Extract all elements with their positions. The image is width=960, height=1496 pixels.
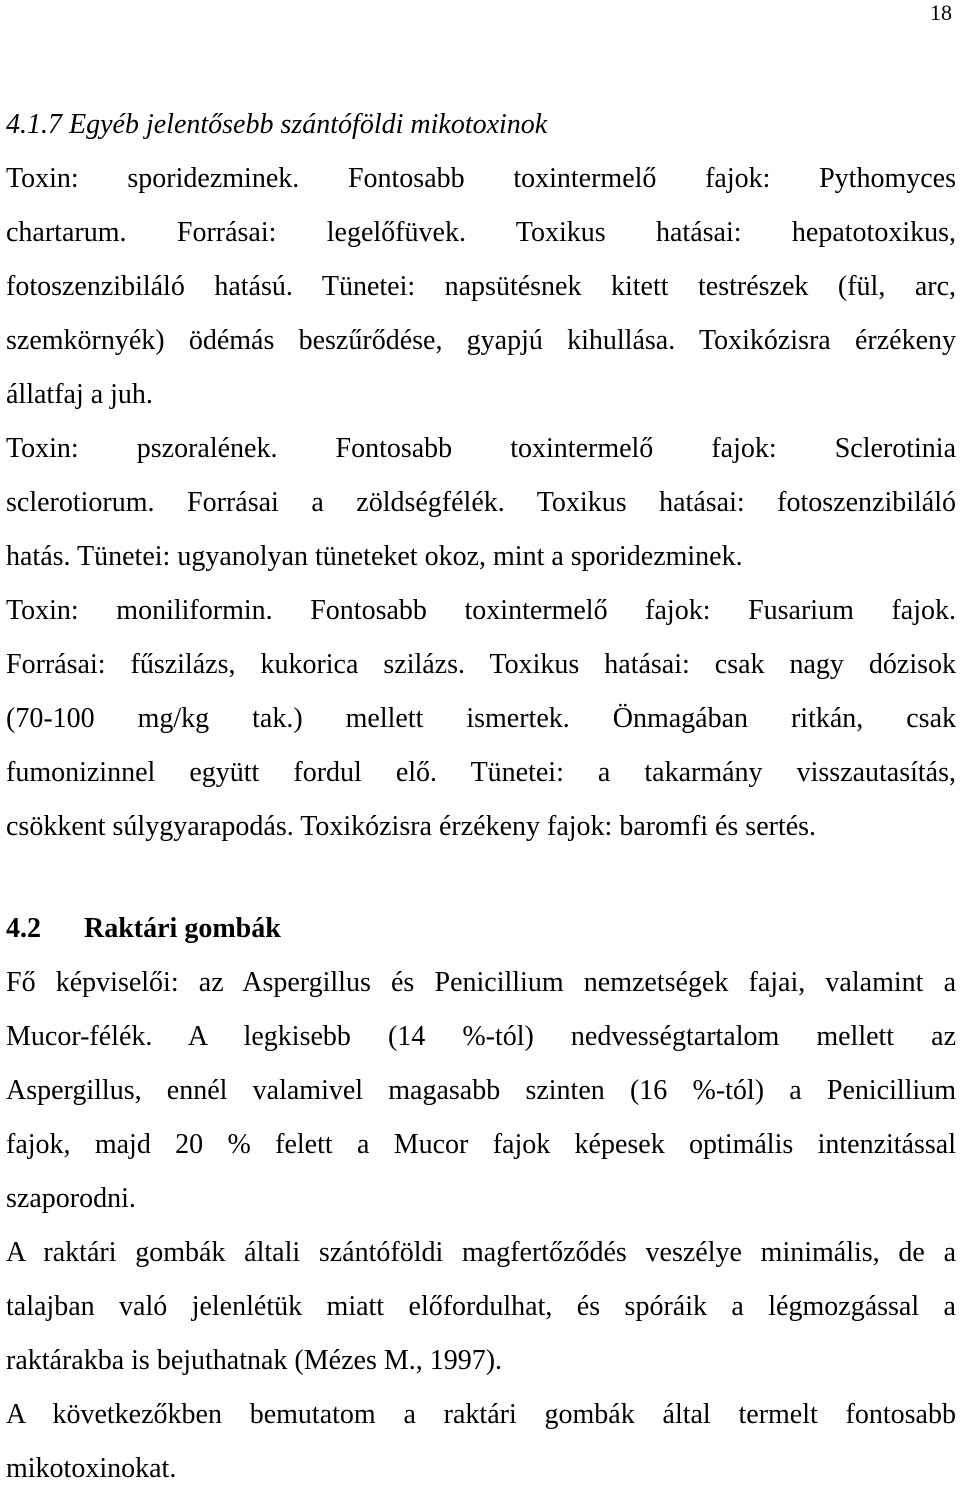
paragraph — [6, 152, 956, 422]
paragraph — [6, 956, 956, 1226]
text-line: fumonizinnel együtt fordul elő. Tünetei: a takarmány visszautasítás, — [6, 757, 956, 788]
text-line: állatfaj a juh. — [6, 379, 153, 410]
text-line: Forrásai: fűszilázs, kukorica szilázs. Toxikus hatásai: csak nagy dózisok — [6, 649, 956, 680]
section-heading — [6, 902, 956, 956]
text-line: szaporodni. — [6, 1183, 136, 1214]
text-line: talajban való jelenlétük miatt előfordulhat, és spóráik a légmozgással a — [6, 1291, 956, 1322]
text-line: sclerotiorum. Forrásai a zöldségfélék. Toxikus hatásai: fotoszenzibiláló — [6, 487, 956, 518]
paragraph — [6, 584, 956, 854]
text-line: mikotoxinokat. — [6, 1453, 177, 1484]
page-content — [6, 98, 956, 1496]
text-line: A következőkben bemutatom a raktári gombák által termelt fontosabb — [6, 1399, 956, 1430]
page-number: 18 — [930, 0, 952, 25]
section-title: Raktári gombák — [84, 913, 281, 944]
text-line: Toxin: pszoralének. Fontosabb toxintermelő fajok: Sclerotinia — [6, 433, 956, 464]
body-paragraphs — [6, 956, 956, 1496]
text-line: csökkent súlygyarapodás. Toxikózisra érzékeny fajok: baromfi és sertés. — [6, 811, 817, 842]
text-line: Fő képviselői: az Aspergillus és Penicillium nemzetségek fajai, valamint a — [6, 967, 956, 998]
text-line: fajok, majd 20 % felett a Mucor fajok képesek optimális intenzitással — [6, 1129, 956, 1160]
text-line: Mucor-félék. A legkisebb (14 %-tól) nedvességtartalom mellett az — [6, 1021, 956, 1052]
text-line: fotoszenzibiláló hatású. Tünetei: napsütésnek kitett testrészek (fül, arc, — [6, 271, 956, 302]
paragraph — [6, 1388, 956, 1496]
text-line: Toxin: sporidezminek. Fontosabb toxintermelő fajok: Pythomyces — [6, 163, 956, 194]
paragraph — [6, 422, 956, 584]
toxin-paragraphs — [6, 152, 956, 854]
text-line: raktárakba is bejuthatnak (Mézes M., 1997). — [6, 1345, 503, 1376]
text-line: szemkörnyék) ödémás beszűrődése, gyapjú kihullása. Toxikózisra érzékeny — [6, 325, 956, 356]
text-line: Aspergillus, ennél valamivel magasabb szinten (16 %-tól) a Penicillium — [6, 1075, 956, 1106]
subsection-heading: 4.1.7 Egyéb jelentősebb szántóföldi mikotoxinok — [6, 109, 548, 140]
text-line: A raktári gombák általi szántóföldi magfertőződés veszélye minimális, de a — [6, 1237, 956, 1268]
paragraph — [6, 1226, 956, 1388]
text-line: chartarum. Forrásai: legelőfüvek. Toxikus hatásai: hepatotoxikus, — [6, 217, 956, 248]
text-line: hatás. Tünetei: ugyanolyan tüneteket okoz, mint a sporidezminek. — [6, 541, 743, 572]
text-line: (70-100 mg/kg tak.) mellett ismertek. Önmagában ritkán, csak — [6, 703, 956, 734]
section-number: 4.2 — [6, 913, 41, 944]
text-line: Toxin: moniliformin. Fontosabb toxintermelő fajok: Fusarium fajok. — [6, 595, 956, 626]
